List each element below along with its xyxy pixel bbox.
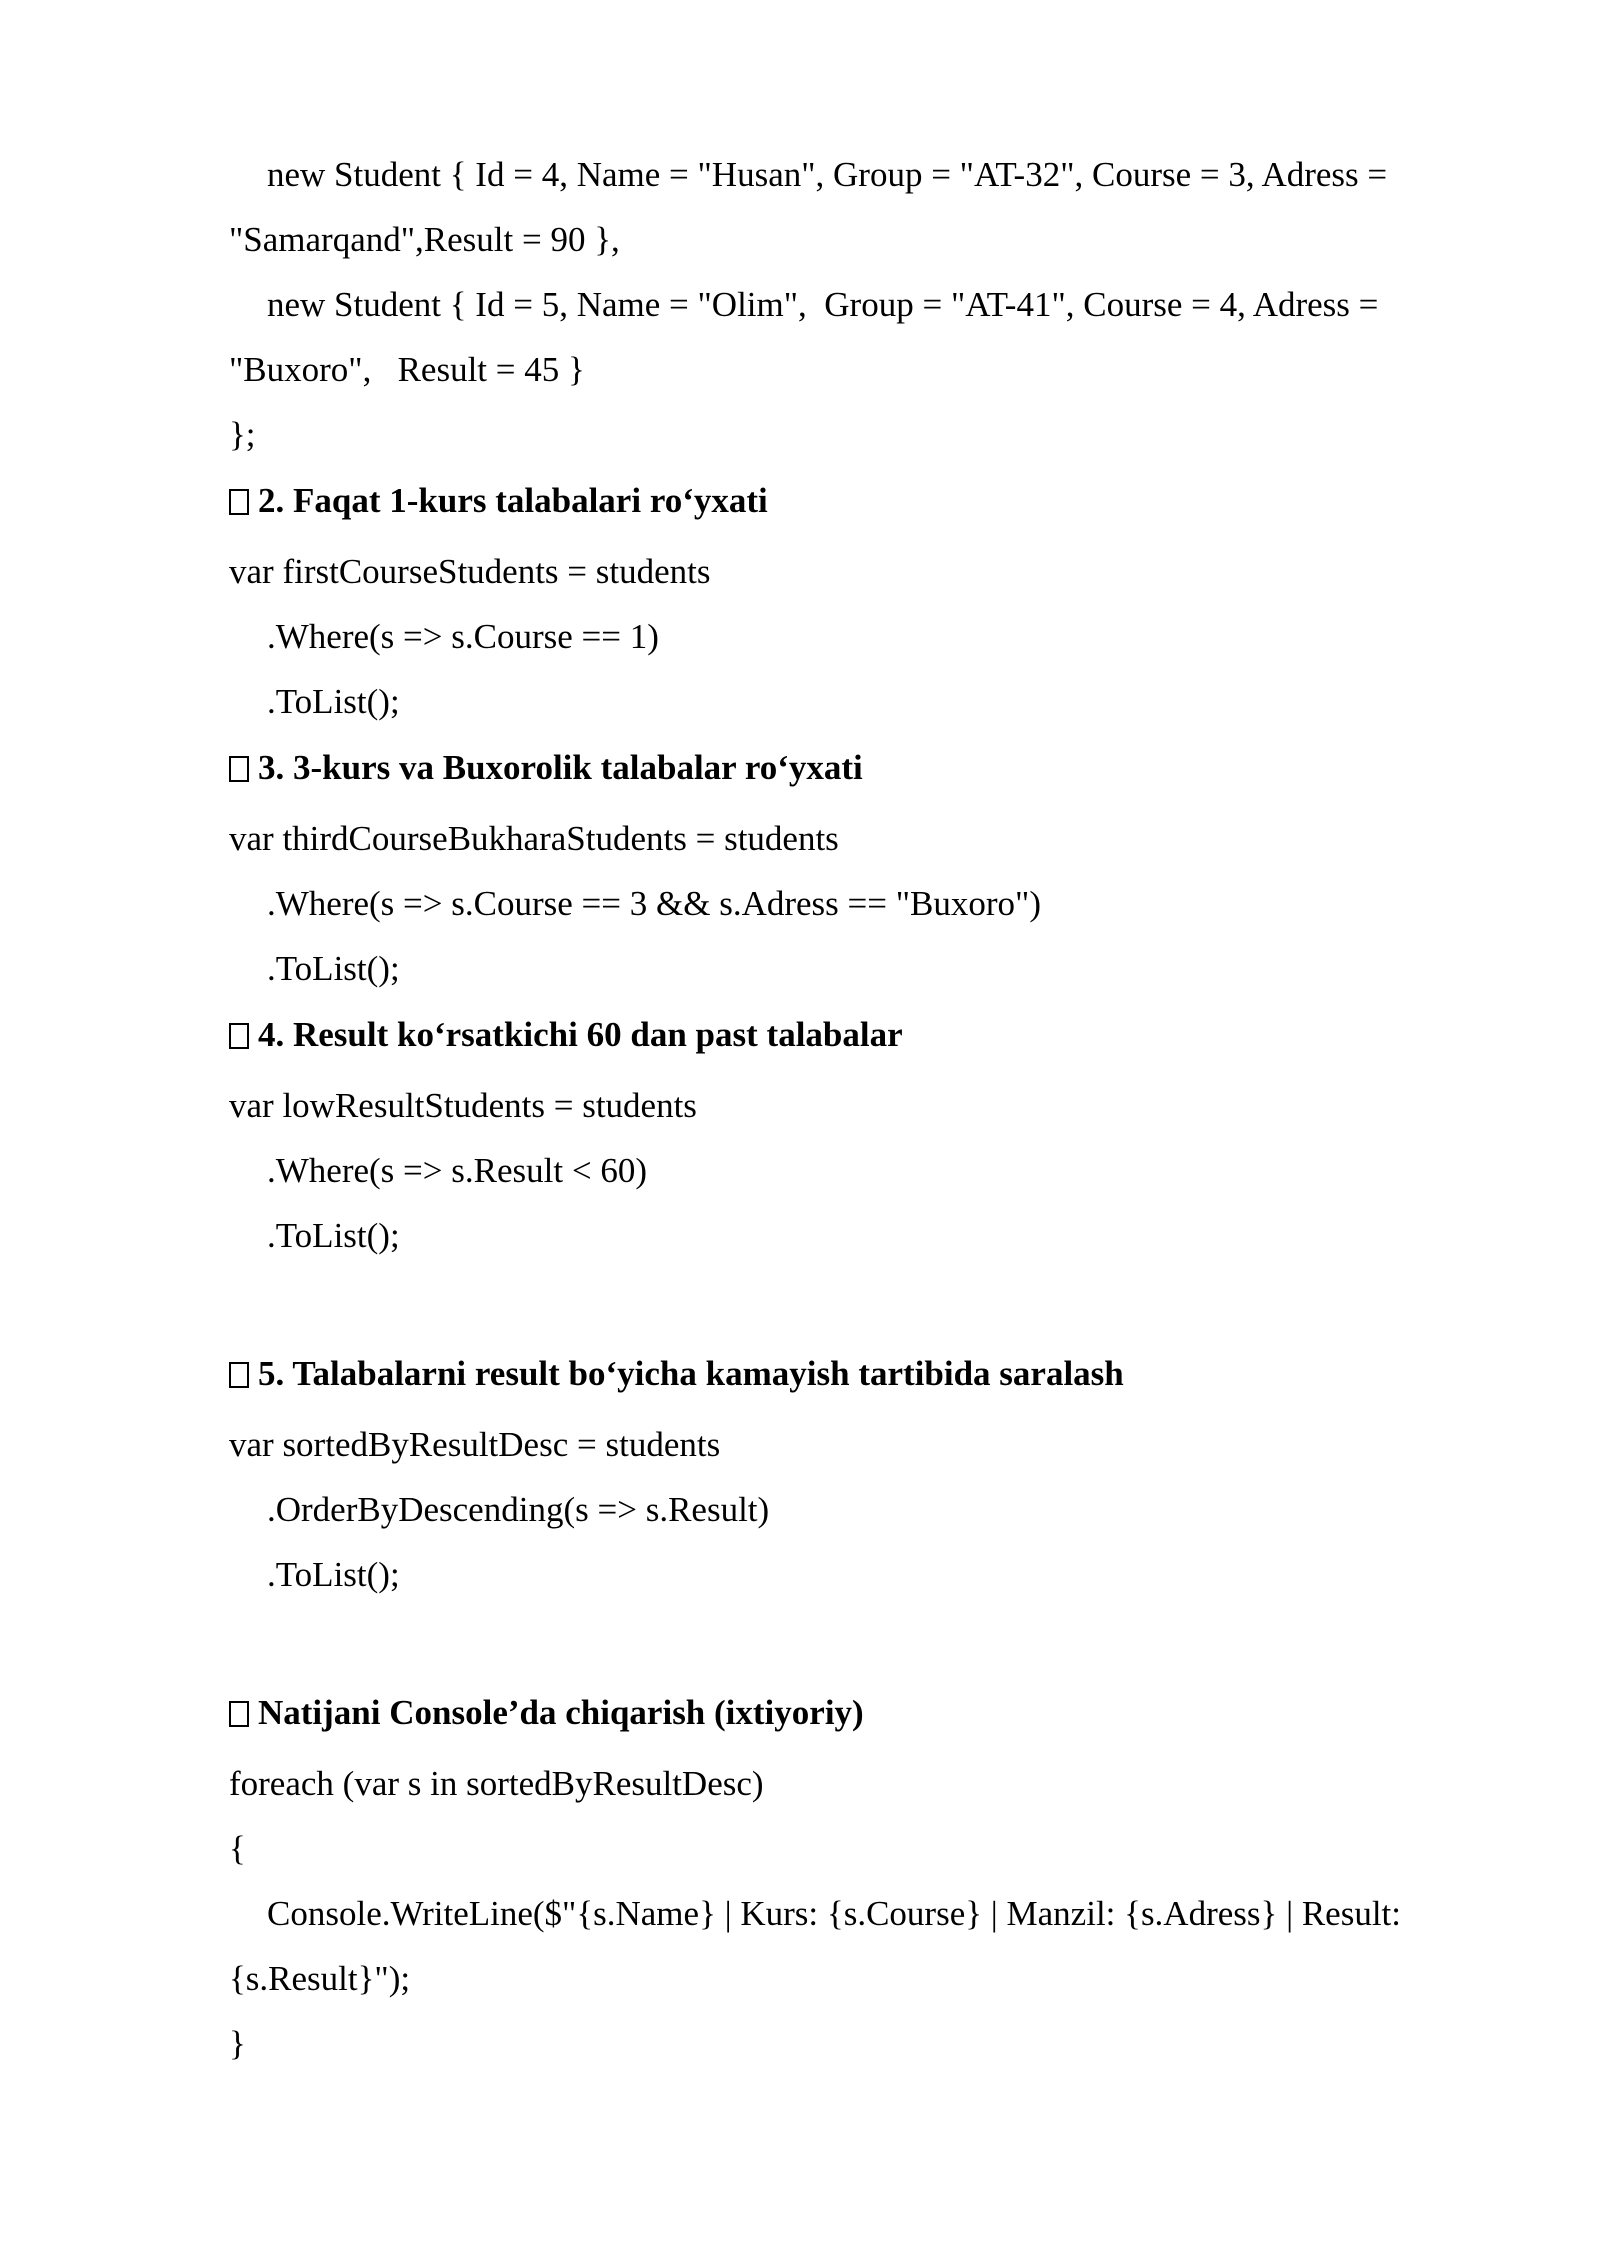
blank-line <box>229 1607 1509 1679</box>
section-heading-text: 4. Result ko‘rsatkichi 60 dan past talabalar <box>258 1015 903 1054</box>
code-line: .Where(s => s.Result < 60) <box>267 1151 647 1190</box>
checkbox-glyph-icon <box>229 756 249 782</box>
code-line: {s.Result}"); <box>229 1959 411 1998</box>
checkbox-glyph-icon <box>229 1362 249 1388</box>
code-line: .OrderByDescending(s => s.Result) <box>267 1490 770 1529</box>
code-line: .ToList(); <box>267 1555 400 1594</box>
code-line: }; <box>229 415 256 454</box>
section-heading-text: 2. Faqat 1-kurs talabalari ro‘yxati <box>258 481 768 520</box>
section-heading-text: 5. Talabalarni result bo‘yicha kamayish tartibida saralash <box>258 1354 1124 1393</box>
code-line: } <box>229 2024 246 2063</box>
blank-line <box>229 1268 1509 1340</box>
code-line: .ToList(); <box>267 949 400 988</box>
section-heading <box>229 1679 1509 1751</box>
section-heading-text: Natijani Console’da chiqarish (ixtiyoriy) <box>258 1693 864 1732</box>
checkbox-glyph-icon <box>229 1023 249 1049</box>
code-line: var lowResultStudents = students <box>229 1086 697 1125</box>
code-line: var thirdCourseBukharaStudents = students <box>229 819 839 858</box>
code-line: "Buxoro", Result = 45 } <box>229 350 585 389</box>
document-body <box>229 142 1509 2076</box>
code-line: .Where(s => s.Course == 1) <box>267 617 659 656</box>
code-line: var firstCourseStudents = students <box>229 552 711 591</box>
code-line: foreach (var s in sortedByResultDesc) <box>229 1764 764 1803</box>
section-heading <box>229 734 1509 806</box>
code-line: .ToList(); <box>267 1216 400 1255</box>
section-heading-text: 3. 3-kurs va Buxorolik talabalar ro‘yxati <box>258 748 863 787</box>
section-heading <box>229 1001 1509 1073</box>
section-heading <box>229 467 1509 539</box>
code-line: Console.WriteLine($"{s.Name} | Kurs: {s.Course} | Manzil: {s.Adress} | Result: <box>267 1894 1401 1933</box>
code-line: "Samarqand",Result = 90 }, <box>229 220 620 259</box>
code-line: new Student { Id = 5, Name = "Olim", Group = "AT-41", Course = 4, Adress = <box>267 285 1379 324</box>
code-line: .ToList(); <box>267 682 400 721</box>
code-line: new Student { Id = 4, Name = "Husan", Group = "AT-32", Course = 3, Adress = <box>267 155 1388 194</box>
checkbox-glyph-icon <box>229 1701 249 1727</box>
code-line: var sortedByResultDesc = students <box>229 1425 721 1464</box>
code-line: { <box>229 1829 246 1868</box>
section-heading <box>229 1340 1509 1412</box>
code-line: .Where(s => s.Course == 3 && s.Adress == "Buxoro") <box>267 884 1041 923</box>
checkbox-glyph-icon <box>229 489 249 515</box>
